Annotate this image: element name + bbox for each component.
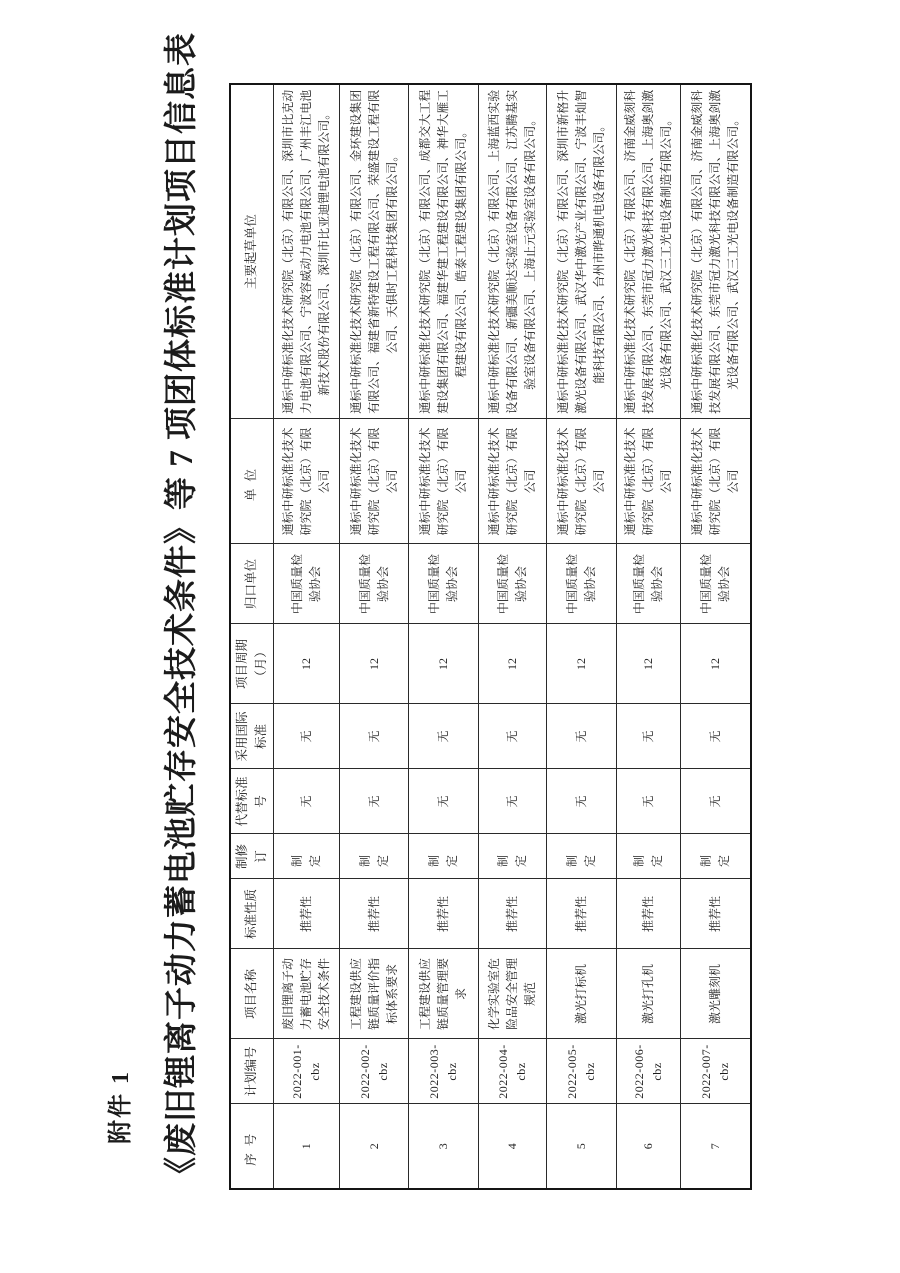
cell-seq: 4 [478,1104,546,1189]
record-row-3 [408,84,478,1189]
cell-intl-std: 无 [616,704,680,769]
cell-guikou: 中国质量检验协会 [546,544,616,624]
cell-drafters: 通标中研标准化技术研究院（北京）有限公司、深圳市比克动力电池有限公司、宁波容威动力电池有限公司、广州丰江电池新技术股份有限公司、深圳市比亚迪锂电池有限公司。 [273,84,339,419]
cell-replace-no: 无 [680,769,751,834]
record-row-5 [546,84,616,1189]
cell-drafters: 通标中研标准化技术研究院（北京）有限公司、济南金威刻科技发展有限公司、东莞市冠力激光科技有限公司、上海奥剑激光设备有限公司、武汉三工光电设备制造有限公司。 [680,84,751,419]
col-header-drafters: 主要起草单位 [230,84,273,419]
cell-project-name: 化学实验室危险品安全管理规范 [478,949,546,1039]
cell-nature: 推荐性 [339,879,408,949]
cell-cycle: 12 [546,624,616,704]
cell-unit: 通标中研标准化技术研究院（北京）有限公司 [616,419,680,544]
cell-nature: 推荐性 [616,879,680,949]
cell-plan-no: 2022-002-cbz [339,1039,408,1104]
cell-unit: 通标中研标准化技术研究院（北京）有限公司 [339,419,408,544]
standards-plan-table [229,83,752,1190]
cell-guikou: 中国质量检验协会 [478,544,546,624]
cell-plan-no: 2022-004-cbz [478,1039,546,1104]
cell-guikou: 中国质量检验协会 [408,544,478,624]
cell-seq: 7 [680,1104,751,1189]
document-title: 《废旧锂离子动力蓄电池贮存安全技术条件》等 7 项团体标准计划项目信息表 [164,32,200,1190]
cell-unit: 通标中研标准化技术研究院（北京）有限公司 [408,419,478,544]
cell-unit: 通标中研标准化技术研究院（北京）有限公司 [273,419,339,544]
cell-seq: 5 [546,1104,616,1189]
attachment-label: 附件 1 [108,1070,134,1144]
col-header-nature: 标准性质 [230,879,273,949]
cell-plan-no: 2022-007-cbz [680,1039,751,1104]
cell-guikou: 中国质量检验协会 [339,544,408,624]
record-row-2 [339,84,408,1189]
cell-cycle: 12 [273,624,339,704]
record-row-4 [478,84,546,1189]
cell-intl-std: 无 [339,704,408,769]
cell-intl-std: 无 [546,704,616,769]
cell-revise: 制定 [273,834,339,879]
cell-replace-no: 无 [273,769,339,834]
cell-cycle: 12 [408,624,478,704]
cell-project-name: 工程建设供应链质量管理要求 [408,949,478,1039]
cell-revise: 制定 [339,834,408,879]
cell-plan-no: 2022-006-cbz [616,1039,680,1104]
cell-nature: 推荐性 [546,879,616,949]
cell-project-name: 激光打标机 [546,949,616,1039]
cell-plan-no: 2022-003-cbz [408,1039,478,1104]
cell-drafters: 通标中研标准化技术研究院（北京）有限公司、深圳市新格升激光设备有限公司、武汉华中激光产业有限公司、宁波丰灿智能科技有限公司、台州市晔通机电设备有限公司。 [546,84,616,419]
cell-project-name: 废旧锂离子动力蓄电池贮存安全技术条件 [273,949,339,1039]
cell-cycle: 12 [478,624,546,704]
cell-intl-std: 无 [478,704,546,769]
cell-unit: 通标中研标准化技术研究院（北京）有限公司 [546,419,616,544]
cell-project-name: 工程建设供应链质量评价指标体系要求 [339,949,408,1039]
cell-replace-no: 无 [339,769,408,834]
col-header-guikou: 归口单位 [230,544,273,624]
cell-drafters: 通标中研标准化技术研究院（北京）有限公司、金环建设集团有限公司、福建省新特建设工程有限公司、荣盛建设工程有限公司、天俱时工程科技集团有限公司。 [339,84,408,419]
cell-project-name: 激光雕刻机 [680,949,751,1039]
cell-drafters: 通标中研标准化技术研究院（北京）有限公司、上海蓝西实验设备有限公司、新疆美顺达实验室设备有限公司、江苏腾基实验室设备有限公司、上海止元实验室设备有限公司。 [478,84,546,419]
record-row-1 [273,84,339,1189]
cell-project-name: 激光打孔机 [616,949,680,1039]
cell-intl-std: 无 [680,704,751,769]
cell-nature: 推荐性 [408,879,478,949]
cell-replace-no: 无 [408,769,478,834]
record-row-6 [616,84,680,1189]
cell-guikou: 中国质量检验协会 [273,544,339,624]
cell-guikou: 中国质量检验协会 [680,544,751,624]
cell-intl-std: 无 [273,704,339,769]
cell-seq: 1 [273,1104,339,1189]
cell-drafters: 通标中研标准化技术研究院（北京）有限公司、济南金威刻科技发展有限公司、东莞市冠力激光科技有限公司、上海奥剑激光设备有限公司、武汉三工光电设备制造有限公司。 [616,84,680,419]
cell-plan-no: 2022-005-cbz [546,1039,616,1104]
cell-seq: 6 [616,1104,680,1189]
cell-revise: 制定 [546,834,616,879]
col-header-cycle: 项目周期（月） [230,624,273,704]
cell-seq: 3 [408,1104,478,1189]
cell-guikou: 中国质量检验协会 [616,544,680,624]
cell-nature: 推荐性 [680,879,751,949]
cell-plan-no: 2022-001-cbz [273,1039,339,1104]
cell-nature: 推荐性 [273,879,339,949]
col-header-plan-no: 计划编号 [230,1039,273,1104]
cell-revise: 制定 [408,834,478,879]
cell-drafters: 通标中研标准化技术研究院（北京）有限公司、成都交大工程建设集团有限公司、福建华建工程建设有限公司、神华大雁工程建设有限公司、皓泰工程建设集团有限公司。 [408,84,478,419]
rotated-landscape-sheet [100,32,800,1190]
cell-revise: 制定 [680,834,751,879]
cell-cycle: 12 [680,624,751,704]
col-header-project-name: 项目名称 [230,949,273,1039]
cell-nature: 推荐性 [478,879,546,949]
table-header-row [230,84,273,1189]
cell-revise: 制定 [478,834,546,879]
cell-replace-no: 无 [546,769,616,834]
cell-cycle: 12 [616,624,680,704]
cell-replace-no: 无 [478,769,546,834]
cell-seq: 2 [339,1104,408,1189]
record-row-7 [680,84,751,1189]
col-header-seq: 序号 [230,1104,273,1189]
col-header-intl-std: 采用国际标准 [230,704,273,769]
cell-unit: 通标中研标准化技术研究院（北京）有限公司 [478,419,546,544]
col-header-replace-no: 代替标准号 [230,769,273,834]
cell-unit: 通标中研标准化技术研究院（北京）有限公司 [680,419,751,544]
cell-intl-std: 无 [408,704,478,769]
col-header-unit: 单位 [230,419,273,544]
cell-replace-no: 无 [616,769,680,834]
cell-cycle: 12 [339,624,408,704]
col-header-revise: 制修订 [230,834,273,879]
cell-revise: 制定 [616,834,680,879]
